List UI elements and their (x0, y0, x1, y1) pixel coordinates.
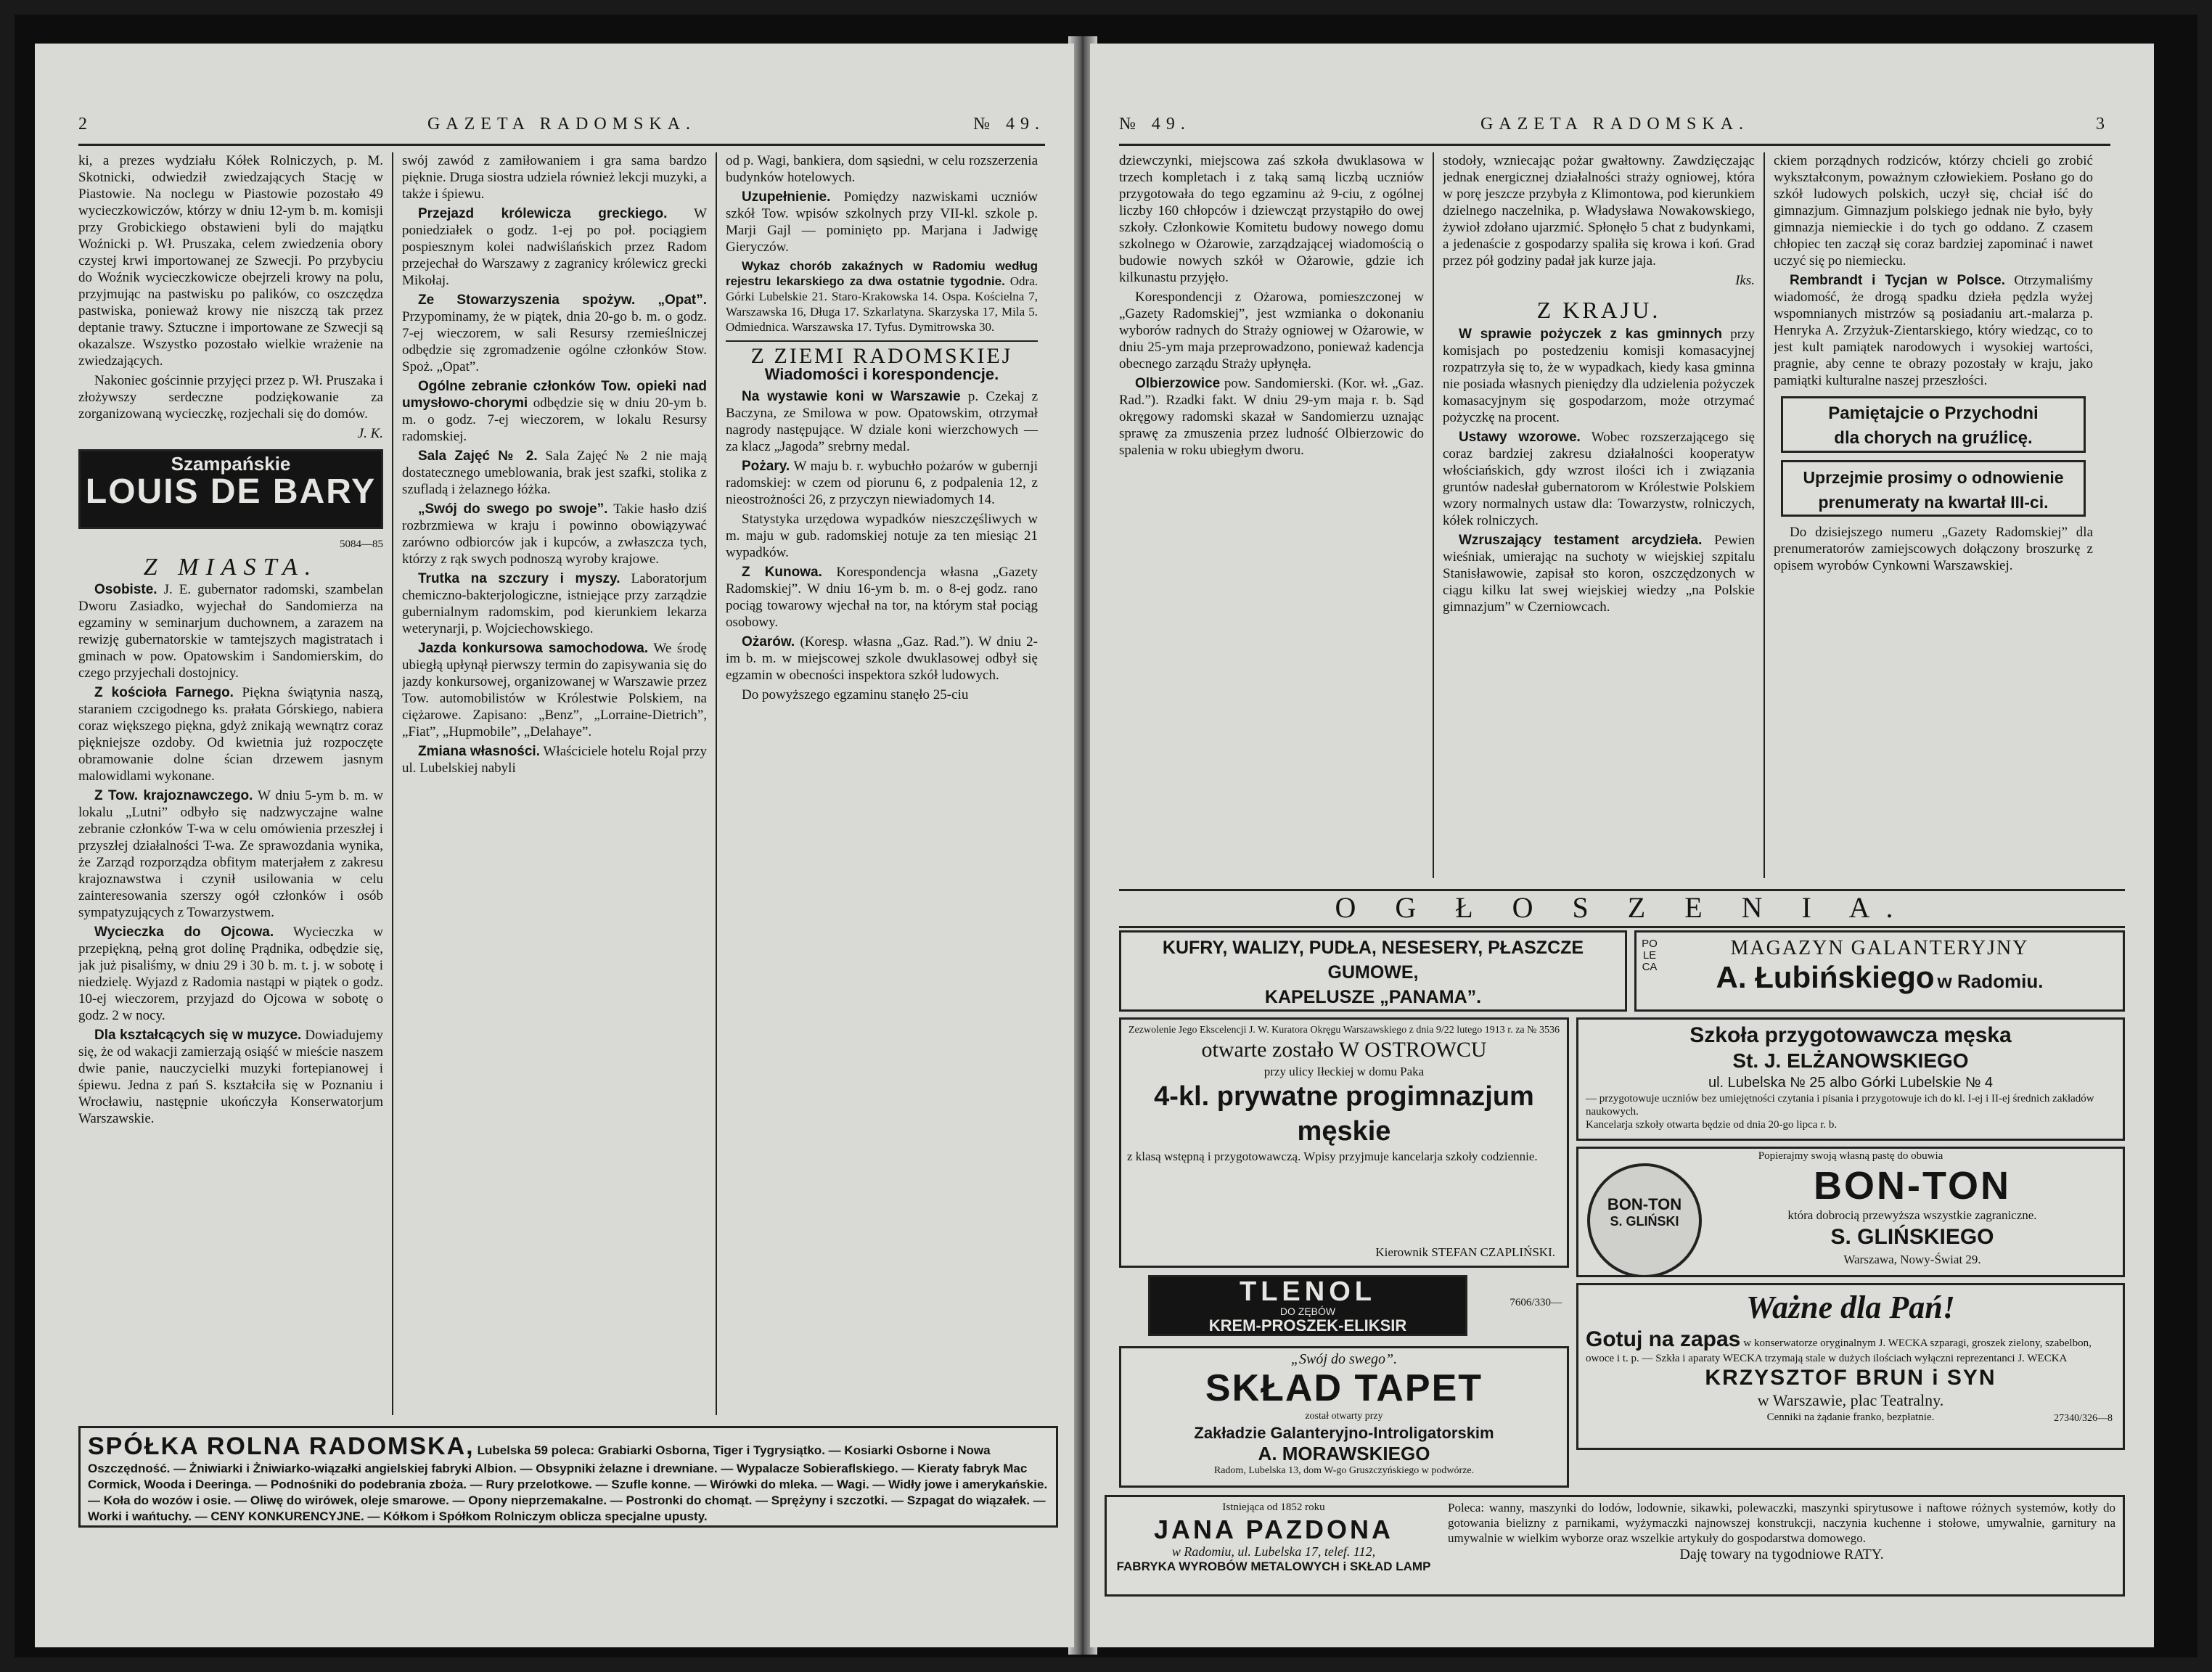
item-text: Sala Zajęć № 2 nie mają dostatecznego umeblowania, brak jest szafki, stolika z szufladą i żelaznego łóżka. (402, 448, 707, 497)
tin-label: S. GLIŃSKI (1610, 1214, 1679, 1229)
sklad-tapet-ad (1119, 1346, 1569, 1488)
ad-line: otwarte zostało W OSTROWCU (1201, 1038, 1487, 1062)
ad-brand: TLENOL (1240, 1276, 1376, 1307)
ad-sign: Kierownik STEFAN CZAPLIŃSKI. (1375, 1245, 1555, 1259)
ad-line: został otwarty przy (1305, 1411, 1383, 1422)
ad-title: 4-kl. prywatne progimnazjum męskie (1154, 1081, 1534, 1147)
ad-text: Lubelska 59 poleca: Grabiarki Osborna, Tiger i Tygrysiątko. — Kosiarki Osborne i Nowa Oszczędność. — Żniwiarki i Żniwiarko-wiązałki angielskiej fabryki Albion. — Obsypniki żelazne i drewniane. — Wypalacze Sobieraflskiego. — Kieraty fabryk Mac Cormick, Wooda i Deeringa. — Podnośniki do podebrania zboża. — Rury przelotkowe. — Szufle konne. — Wirówki do mleka. — Wagi. — Widły jowe i amerykańskie. — Koła do wozów i osie. — Oliwę do wirówek, oleje smarowe. — Opony nieprzemakalne. — Postronki do chomąt. — Sprężyny i szczotki. — Szpagat do wiązałek. — Worki i wańtuchy. — CENY KONKURENCYJNE. — Kółkom i Spółkom Rolniczym oblicza specjalne upusty. (88, 1443, 1048, 1523)
item-text: Takie hasło dziś rozbrzmiewa w kraju i powinno obowiązywać zarówno odbiorców jak i kupców, a zwłaszcza tych, którzy z rąk swych podnoszą wyroby krajowe. (402, 501, 707, 567)
item-text: Pomiędzy nazwiskami uczniów szkół Tow. wpisów szkolnych przy VII-kl. szkole p. Marji Gajl — pominięto pp. Marjana i Jadwigę Gieryczów. (726, 189, 1038, 255)
ad-note: Kancelarja szkoły otwarta będzie od dnia 20-go lipca r. b. (1586, 1119, 1838, 1131)
article-text: ckiem porządnych rodziców, którzy chcieli go zrobić wykształconym, poważnym człowiekiem. Posłano go do szkół ludowych polskich, uczył się, chciał iść do gimnazjum. Gimnazjum polskiego jednak nie było, były gimnazja niemieckie i do tych go oddano. Z czasem chłopiec ten zaczął się coraz bardziej zapominać i nawet uczyć się po niemiecku. (1774, 153, 2093, 269)
ads-heading: O G Ł O S Z E N I A. (1119, 889, 2125, 928)
ad-line: w Radomiu. (1937, 970, 2044, 992)
ad-line: przy ulicy Iłeckiej w domu Paka (1263, 1065, 1425, 1078)
ad-line: MAGAZYN GALANTERYJNY (1730, 937, 2029, 959)
ad-address: Radom, Lubelska 13, dom W-go Gruszczyńskiego w podwórze. (1213, 1465, 1475, 1476)
ad-brand: BON-TON (1814, 1164, 2011, 1208)
item-title: Ustawy wzorowe. (1459, 430, 1581, 445)
article-text: dziewczynki, miejscowa zaś szkoła dwuklasowa w trzech kompletach i z taką samą liczbą uczniów przygotowała do tego egzaminu aż 9-ciu, z ogólnej liczby 160 chłopców i dziewcząt przystąpiło do owej szkoły. Członkowie Komitetu budowy nowego domu szkolnego w Ożarowie, zarządzającej wiadomością o budowie nowych szkół w Ożarowie, gdzie ich kilkunastu przyjęło. (1119, 153, 1424, 285)
ad-owner: A. MORAWSKIEGO (1258, 1443, 1430, 1464)
notice-line: Uprzejmie prosimy o odnowienie (1803, 468, 2064, 487)
item-title: Z Kunowa. (742, 565, 822, 580)
section-heading: Z ZIEMI RADOMSKIEJ (750, 344, 1013, 368)
article-text: Korespondencji z Ożarowa, pomieszczonej w „Gazety Radomskiej”, jest wzmianka o dokonaniu wyborów radnych do Straży ogniowej w Ożarowie, w dniu 25-ym maja przeprowadzono, ponieważ kadencja obecnego zarządu Straży upłynęła. (1119, 290, 1424, 372)
ad-address: Warszawa, Nowy-Świat 29. (1843, 1253, 1981, 1266)
spolka-rolna-ad (78, 1426, 1058, 1528)
right-column-3 (1774, 152, 2093, 878)
item-text: We środę ubiegłą upłynął pierwszy termin do zapisywania się do jazdy konkursowej, organizowanej w Warszawie przez Tow. automobilistów w Królestwie Polskiem, na ciężarowe. Zapisano: „Benz”, „Lorraine-Dietrich”, „Fiat”, „Hupmobile”, „Delahaye”. (402, 641, 707, 739)
magazyn-ad (1634, 930, 2125, 1012)
ad-brand: LOUIS DE BARY (85, 472, 377, 511)
ad-address: w Radomiu, ul. Lubelska 17, telef. 112, (1171, 1544, 1376, 1559)
item-text: Piękna świątynia naszą, staraniem czcigodnego ks. prałata Górskiego, nabiera coraz większego piękna, gdyż znikają wewnątrz coraz piękniejsze ozdoby. Od kwietnia już rozpoczęte obramowanie dolne ścian drzewem jasnym malowidlami wykonane. (78, 685, 383, 784)
ad-line: KREM-PROSZEK-ELIKSIR (1208, 1316, 1407, 1335)
item-text: W poniedziałek o godz. 1-ej po poł. pociągiem pospiesznym kolei nadwiślańskich przez Radom przejechał do Warszawy z zagranicy królewicz grecki Mikołaj. (402, 206, 707, 288)
tlenol-box (1148, 1275, 1467, 1336)
item-title: W sprawie pożyczek z kas gminnych (1459, 327, 1722, 342)
ad-text: w konserwatorze oryginalnym J. WECKA szparagi, groszek zielony, szabelbon, owoce i t. p. — Szkła i aparaty WECKA trzymają stale w dużych ilościach wyłączni reprezentanci J. WECKA (1586, 1337, 2092, 1364)
szkola-ad (1576, 1017, 2125, 1141)
item-text: W dniu 5-ym b. m. w lokalu „Lutni” odbyło się nadzwyczajne walne zebranie członków T-wa w celu omówienia przeszłej i przyszłej działalności T-wa. Ze sprawozdania wynika, że Zarząd rozporządza obfitym materjałem z zakresu krajoznawstwa i czynił usilowania w celu zainteresowania szerszy ogół członków i osób sympatyzujących z Towarzystwem. (78, 788, 383, 920)
item-title: Uzupełnienie. (742, 189, 831, 205)
section-subheading: Wiadomości i korespondencje. (764, 365, 999, 383)
article-text: ki, a prezes wydziału Kółek Rolniczych, p. M. Skotnicki, odwiedził zwiedzających Stację w Piastowie. Na noclegu w Piastowie pozostało 49 wycieczkowiczów, którzy w dniu 12-ym b. m. komisji przy Grobickiego obstawieni byli do majątku Woźnicki p. Wł. Pruszaka, celem zwiedzenia obory czystej krwi importowanej ze Szwecji. Po przybyciu do Woźnik wycieczkowicze obejrzeli krowy na polu, przyjmując na pastwisku po palików, co oszczędza pastwiska, ponieważ krowy nie niszczą tak przez deptanie trawy. Sztuczne i importowane ze Szwecji są okazalsze. Wszystko pozostało wielkie wrażenie na zwiedzających. (78, 153, 383, 369)
shoe-polish-tin-icon (1587, 1163, 1702, 1277)
ad-maker: S. GLIŃSKIEGO (1830, 1225, 1994, 1249)
item-title: Ze Stowarzyszenia spożyw. „Opat”. (418, 292, 707, 308)
article-text: Nakoniec gościnnie przyjęci przez p. Wł. Pruszaka i złożywszy serdeczne podziękowanie za zorganizowaną wycieczkę, rozjechali się do domów. (78, 373, 383, 422)
left-column-3 (726, 152, 1038, 1415)
article-text: Do powyższego egzaminu stanęło 25-ciu (742, 687, 969, 702)
item-title: „Swój do swego po swoje”. (418, 501, 608, 517)
right-column-1 (1119, 152, 1424, 878)
ad-text: Poleca: wanny, maszynki do lodów, lodownie, sikawki, polewaczki, maszynki spirytusowe i naftowe różnych systemów, kotły do gotowania bielizny z parnikami, wyżymaczki najnowszej konstrukcji, naczynia kuchenne i stołowe, umywalnie, garnitury na umywalnie w wielkim wyborze oraz wszelkie artykuły do gospodarstwa domowego. (1448, 1501, 2115, 1545)
pazdona-left (1114, 1500, 1433, 1574)
przychodnia-notice (1781, 396, 2086, 453)
wazne-dla-pan-ad (1576, 1283, 2125, 1450)
progimnazjum-ad (1119, 1017, 1569, 1268)
poleca-label: POLECA (1642, 938, 1658, 973)
item-text: J. E. gubernator radomski, szambelan Dworu Zasiadko, wyjechał do Sandomierza na egzaminy w seminarjum duchownem, a zarazem na rewizję gubernatorskie w tamtejszych magistratach i gminach w pow. Opatowskim i Sandomierskim, do czego przyjechali dostojnicy. (78, 582, 383, 681)
item-title: Olbierzowice (1135, 376, 1221, 391)
pazdona-right (1448, 1500, 2115, 1562)
ad-slogan: „Swój do swego”. (1290, 1351, 1398, 1367)
bonton-ad (1576, 1147, 2125, 1277)
item-text: Korespondencja własna „Gazety Radomskiej”. W dniu 16-ym b. m. o 8-ej godz. rano pociąg towarowy wjechał na tor, na którym stał pociąg osobowy. (726, 565, 1038, 630)
right-column-2 (1443, 152, 1755, 878)
item-text: Przypominamy, że w piątek, dnia 20-go b. m. o godz. 7-ej wieczorem, w sali Resursy rzemieślniczej odbędzie się zgromadzenie ogólne członków Stow. Spoż. „Opat”. (402, 309, 707, 374)
ad-address: ul. Lubelska № 25 albo Górki Lubelskie № 4 (1708, 1075, 1993, 1091)
item-title: Na wystawie koni w Warszawie (742, 389, 961, 404)
item-title: Ożarów. (742, 634, 795, 649)
ad-lead: Gotuj na zapas (1586, 1327, 1741, 1351)
article-signature: J. K. (357, 426, 383, 441)
ad-note: Cenniki na żądanie franko, bezpłatnie. (1766, 1411, 1935, 1423)
item-text: Pewien wieśniak, umierając na suchoty w wiejskiej szpitalu Stanisławowie, zapisał sto koron, oszczędzonych w ciągu kilku lat swej wiejskiej wiedzy „na Polskie gimnazjum” w Czerniowcach. (1443, 533, 1755, 615)
item-title: Ogólne zebranie członków Tow. opieki nad umysłowo-chorymi (402, 379, 707, 411)
item-text: W maju b. r. wybuchło pożarów w gubernji radomskiej: w czem od piorunu 6, z podpalenia 12, z nieostrożności 26, z przyczyn niewiadomych 14. (726, 459, 1038, 507)
pazdona-ad (1105, 1495, 2125, 1597)
item-title: Wzruszający testament arcydzieła. (1459, 533, 1703, 548)
item-title: Pożary. (742, 459, 790, 474)
ad-text: która dobrocią przewyższa wszystkie zagraniczne. (1787, 1208, 2037, 1222)
notice-line: prenumeraty na kwartał III-ci. (1818, 493, 2049, 512)
issue-number: № 49. (973, 115, 1045, 134)
item-text: Wycieczka w przepiękną, pełną grot dolinę Prądnika, odbędzie się, jak już pisaliśmy, w dniu 29 i 30 b. m. t. j. w sobotę i niedzielę. Wyjazd z Radomia nastąpi w piątek o godz. 10-ej wieczorem, przyjazd do Ojcowa w sobotę o godz. 2 w nocy. (78, 925, 383, 1023)
ad-brand: JANA PAZDONA (1153, 1515, 1393, 1544)
item-text: Dowiadujemy się, że od wakacji zamierzają osiąść w mieście naszem dwie panie, nauczycielki muzyki fortepianowej i śpiewu. Jedna z pań S. kształciła się w Poznaniu i Wrocławiu, następnie ukończyła Konserwatorjum Warszawskie. (78, 1028, 383, 1126)
item-text: Wobec rozszerzającego się coraz bardziej zakresu działalności kooperatyw włościańskich, gdy wzrost ilości ich i związania gruntów nadesłał gubernatorom w Królestwie Polskiem wzory normalnych ustaw dla: Towarzystw, rolniczych, kółek rolniczych. (1443, 430, 1755, 528)
section-heading: Z KRAJU. (1536, 297, 1661, 323)
item-title: Z kościoła Farnego. (94, 685, 234, 700)
item-text: Odra. Górki Lubelskie 21. Staro-Krakowska 14. Ospa. Kościelna 7, Warszawska 16, Długa 17. Szkarlatyna. Skarzyska 17, Mila 5. Odmiednica. Warszawska 17. Tyfus. Dymitrowska 30. (726, 274, 1038, 334)
ad-label: Szampańskie (171, 453, 291, 475)
ad-title: Szkoła przygotowawcza męska (1689, 1023, 2012, 1047)
notice-line: dla chorych na gruźlicę. (1834, 428, 2033, 448)
ad-title: SPÓŁKA ROLNA RADOMSKA, (88, 1433, 475, 1460)
column-rule (1433, 152, 1434, 878)
ad-title: Ważne dla Pań! (1746, 1290, 1955, 1325)
item-text: p. Czekaj z Baczyna, ze Smilowa w pow. Opatowskim, otrzymał nagrody następujące. W dziale koni wierzchowych — za klacz „Jagoda” srebrny medal. (726, 389, 1038, 454)
tin-label: BON-TON (1607, 1195, 1682, 1213)
ad-line: Popierajmy swoją własną pastę do obuwia (1758, 1150, 1943, 1162)
left-page (35, 44, 1074, 1647)
item-title: Z Tow. krajoznawczego. (94, 788, 253, 803)
item-title: Sala Zajęć № 2. (418, 448, 538, 464)
ad-text: z klasą wstępną i przygotowawczą. Wpisy przyjmuje kancelarja szkoły codziennie. (1127, 1150, 1538, 1163)
column-rule (392, 152, 393, 1415)
article-text: stodoły, wzniecając pożar gwałtowny. Zawdzięczając jednak energicznej działalności straży ogniowej, która w porę jeszcze przybyła z Klimontowa, pod kierunkiem dzielnego naczelnika, p. Władysława Nowakowskiego, żywioł zdołano ujarzmić. Spłonęło 5 chat z budynkami, a jedenaście z gospodarzy spaliła się krowa i koń. Grad przez pół godziny padał jak kurze jaja. (1443, 153, 1755, 269)
column-rule (1764, 152, 1765, 878)
ad-line: Istniejąca od 1852 roku (1222, 1501, 1325, 1513)
ad-address: w Warszawie, plac Teatralny. (1757, 1391, 1944, 1409)
left-column-2 (402, 152, 707, 1415)
masthead: GAZETA RADOMSKA. (1480, 115, 1750, 134)
newspaper-spread (15, 15, 2197, 1657)
item-title: Zmiana własności. (418, 744, 540, 759)
notice-line: Pamiętajcie o Przychodni (1828, 403, 2039, 423)
ad-code: 7606/330— (1510, 1297, 1562, 1308)
ad-line: KAPELUSZE „PANAMA”. (1264, 987, 1482, 1007)
item-text: Laboratorjum chemiczno-bakterjologiczne, istniejące przy zarządzie gubernialnym radomskim, pod kierunkiem lekarza weterynarji, p. Wojciechowskiego. (402, 571, 707, 636)
column-rule (716, 152, 717, 1415)
ad-line: DO ZĘBÓW (1279, 1306, 1336, 1317)
article-text: Do dzisiejszego numeru „Gazety Radomskiej” dla prenumeratorów zamiejscowych dołączony broszurkę z opisem wyrobów Cynkowni Warszawskiej. (1774, 525, 2093, 573)
item-title: Trutka na szczury i myszy. (418, 571, 620, 586)
issue-number: № 49. (1119, 115, 1191, 134)
article-signature: Iks. (1735, 273, 1755, 288)
section-heading: Z MIASTA. (143, 554, 319, 581)
right-page (1090, 44, 2154, 1647)
prenumerata-notice (1781, 460, 2086, 517)
ad-line (1124, 1009, 1622, 1012)
walizy-ad (1119, 930, 1627, 1012)
ad-note: Zezwolenie Jego Ekscelencji J. W. Kuratora Okręgu Warszawskiego z dnia 9/22 lutego 1913 r. za № 3536 (1128, 1025, 1560, 1036)
item-text: (Koresp. własna „Gaz. Rad.”). W dniu 2-im b. m. w miejscowej szkole dwuklasowej odbył się egzamin w obecności inspektora szkół ludowych. (726, 634, 1038, 683)
ad-firm: KRZYSZTOF BRUN i SYN (1705, 1366, 1996, 1390)
right-page-header (1119, 115, 2110, 146)
left-page-header (78, 115, 1045, 146)
item-title: Wykaz chorób zakaźnych w Radomiu według rejestru lekarskiego za dwa ostatnie tygodnie. (726, 259, 1038, 288)
ad-brand: A. Łubińskiego (1716, 960, 1935, 994)
ad-line: Zakładzie Galanteryjno-Introligatorskim (1194, 1424, 1494, 1442)
item-title: Wycieczka do Ojcowa. (94, 925, 274, 940)
item-title: Rembrandt i Tycjan w Polsce. (1790, 273, 2005, 288)
ad-code: 5084—85 (340, 538, 383, 550)
item-title: Dla kształcących się w muzyce. (94, 1028, 302, 1043)
item-text: Otrzymaliśmy wiadomość, że drogą spadku dzieła pędzla wyżej wspomnianych mistrzów są posiadaniu art.-malarza p. Henryka A. Zrzyżuk-Zientarskiego, który wiedząc, co to jest kult pamiątek narodowych i wysokiej wartości, pragnie, aby cenne te obrazy pozostały w kraju, jako pamiątki kulturalne naszej przeszłości. (1774, 273, 2093, 388)
page-number: 2 (78, 115, 93, 134)
item-title: Jazda konkursowa samochodowa. (418, 641, 649, 656)
ad-title: SKŁAD TAPET (1205, 1367, 1483, 1409)
masthead: GAZETA RADOMSKA. (427, 115, 697, 134)
item-text: pow. Sandomierski. (Kor. wł. „Gaz. Rad.”). Rzadki fakt. W dniu 29-ym maja r. b. Sąd okręgowy radomski skazał w Sandomierzu uznając sprawę za zmuszenia przez ludność Olbierzowic do spalenia w roku ubiegłym dworu. (1119, 376, 1424, 458)
item-title: Osobiste. (94, 582, 157, 597)
ad-line: KUFRY, WALIZY, PUDŁA, NESESERY, PŁASZCZE GUMOWE, (1162, 938, 1584, 983)
louis-de-bary-ad (78, 449, 383, 529)
page-number: 3 (2096, 115, 2110, 134)
ad-raty: Daję towary na tygodniowe RATY. (1679, 1546, 1884, 1562)
tlenol-ad (1119, 1275, 1569, 1340)
ad-code: 27340/326—8 (2054, 1413, 2113, 1424)
ad-text: — przygotowuje uczniów bez umiejętności czytania i pisania i przygotowuje ich do kl. I-ej i II-ej średnich zakładów naukowych. (1586, 1093, 2094, 1118)
ad-line: FABRYKA WYROBÓW METALOWYCH i SKŁAD LAMP (1116, 1560, 1431, 1573)
article-text: swój zawód z zamiłowaniem i gra sama bardzo pięknie. Druga siostra udziela również lekcji muzyki, a także i śpiewu. (402, 153, 707, 202)
item-text: przy komisjach po postedzeniu komisji komasacyjnej rozpatrzyła się to, że w wypadkach, kiedy kasa gminna nie posiada własnych pieniędzy dla udzielenia pożyczek komasacyjnym się gospodarzom, może otrzymać pożyczkę na procent. (1443, 327, 1755, 425)
item-text: Statystyka urzędowa wypadków nieszczęśliwych w m. maju w gub. radomskiej notuje za ten miesiąc 21 wypadków. (726, 512, 1038, 560)
item-text: Właściciele hotelu Rojal przy ul. Lubelskiej nabyli (402, 744, 707, 776)
section-rule (726, 340, 1038, 342)
ad-owner: St. J. ELŻANOWSKIEGO (1732, 1049, 1969, 1072)
item-title: Przejazd królewicza greckiego. (418, 206, 668, 221)
left-column-1 (78, 152, 383, 1415)
item-text: odbędzie się w dniu 20-ym b. m. o godz. 7-ej wieczorem, w lokalu Resursy radomskiej. (402, 396, 707, 444)
article-text: od p. Wagi, bankiera, dom sąsiedni, w celu rozszerzenia budynków hotelowych. (726, 153, 1038, 185)
